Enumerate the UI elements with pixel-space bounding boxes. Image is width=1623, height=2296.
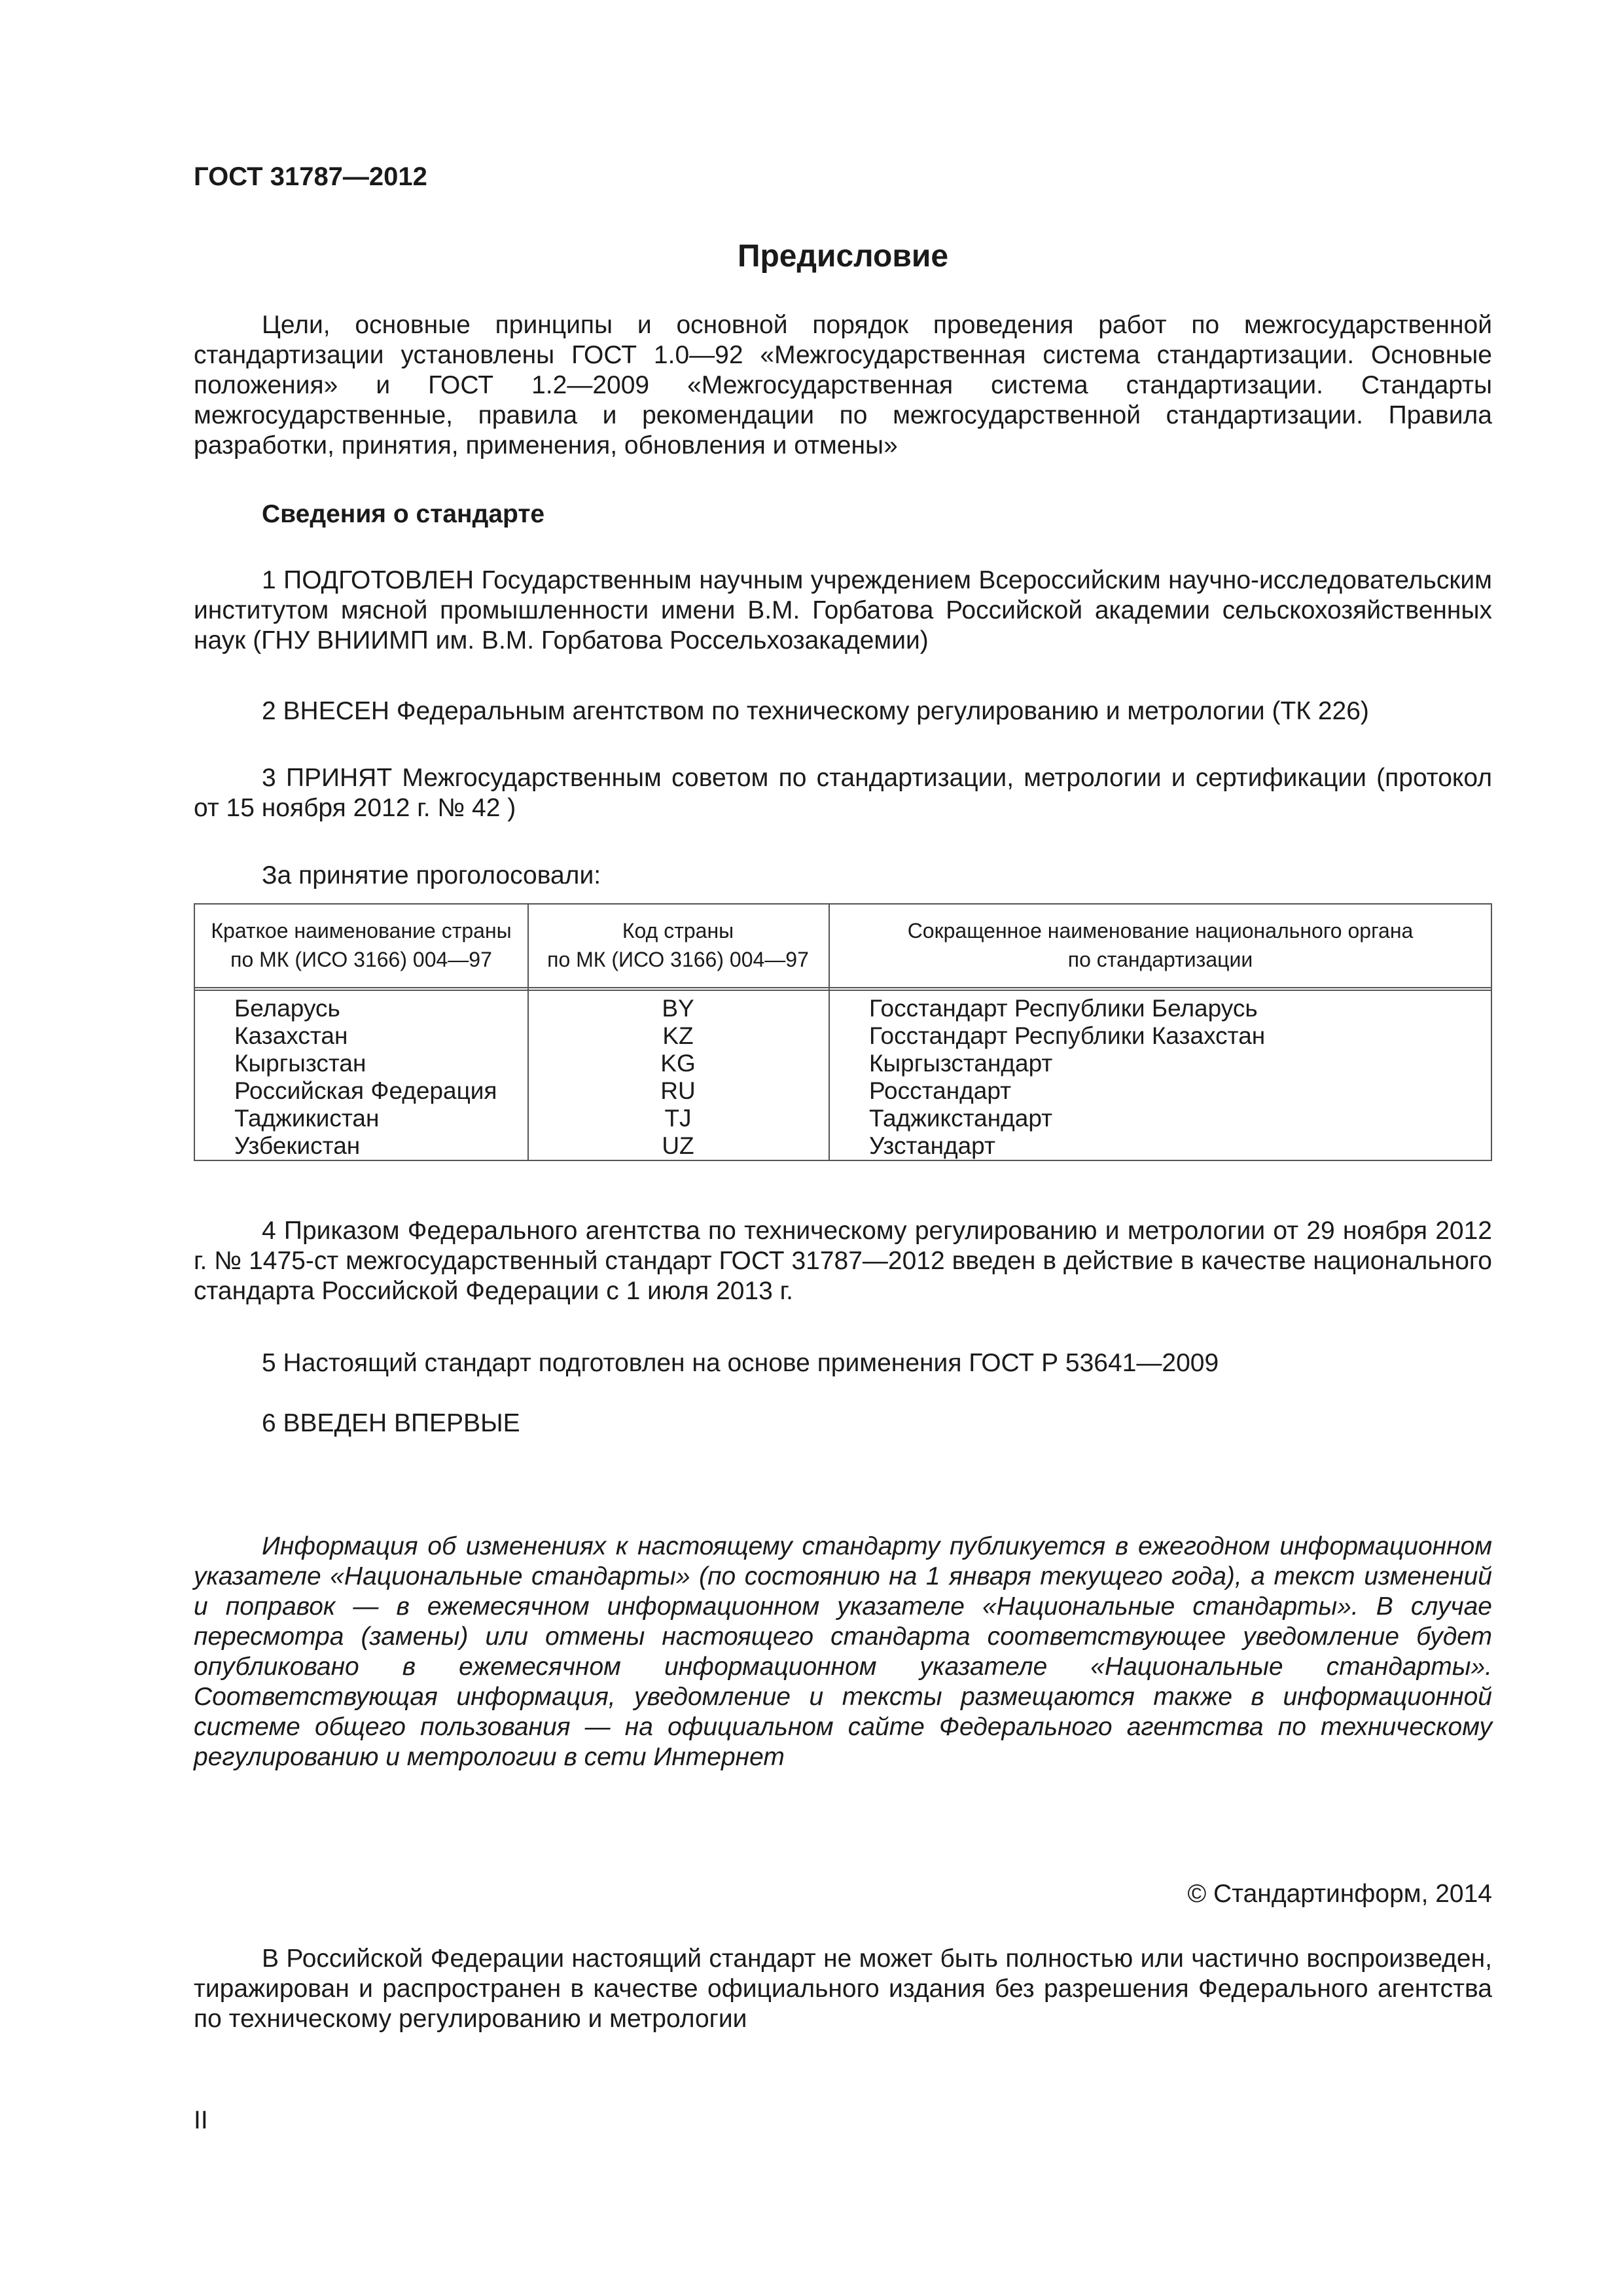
page-title: Предисловие — [737, 239, 949, 274]
table-cell-country: Российская Федерация — [234, 1077, 497, 1104]
table-cell-country: Казахстан — [234, 1022, 348, 1049]
document-page — [194, 0, 1492, 2296]
table-cell-code: TJ — [664, 1105, 692, 1132]
copyright-notice: © Стандартинформ, 2014 — [1187, 1880, 1492, 1908]
intro-paragraph: Цели, основные принципы и основной порядок проведения работ по межгосударственной стандартизации установлены ГОСТ 1.0—92 «Межгосударственная система стандартизации. Основные положения» и ГОСТ 1.2—2009 «Межгосударственная система стандартизации. Стандарты межгосударственные, правила и рекомендации по межгосударственной стандартизации. Правила разработки, принятия, применения, обновления и отмены» — [194, 311, 1492, 459]
item-4-paragraph: 4 Приказом Федерального агентства по техническому регулированию и метрологии от 29 ноября 2012 г. № 1475-ст межгосударственный стандарт ГОСТ 31787—2012 введен в действие в качестве национального стандарта Российской Федерации с 1 июля 2013 г. — [194, 1217, 1492, 1305]
section-subheading: Сведения о стандарте — [262, 500, 545, 528]
table-cell-body: Госстандарт Республики Беларусь — [869, 995, 1258, 1022]
table-cell-country: Таджикистан — [234, 1105, 380, 1132]
table-cell-code: KG — [660, 1050, 696, 1077]
table-header-code — [527, 916, 829, 974]
item-5-paragraph: 5 Настоящий стандарт подготовлен на основе применения ГОСТ Р 53641—2009 — [262, 1349, 1219, 1377]
header-line: Краткое наименование страны — [211, 919, 512, 942]
table-cell-body: Росстандарт — [869, 1077, 1012, 1104]
table-column-country — [234, 995, 497, 1160]
table-cell-country: Кыргызстан — [234, 1050, 366, 1077]
table-cell-code: RU — [660, 1077, 696, 1104]
table-cell-body: Кыргызстандарт — [869, 1050, 1053, 1077]
table-cell-body: Таджикстандарт — [869, 1105, 1053, 1132]
header-line: Код страны — [622, 919, 734, 942]
item-3-paragraph: 3 ПРИНЯТ Межгосударственным советом по стандартизации, метрологии и сертификации (протокол от 15 ноября 2012 г. № 42 ) — [194, 764, 1492, 822]
table-header-body — [829, 916, 1492, 974]
table-cell-country: Беларусь — [234, 995, 340, 1022]
rights-paragraph: В Российской Федерации настоящий стандарт не может быть полностью или частично воспроизведен, тиражирован и распространен в качестве официального издания без разрешения Федерального агентства по техническому регулированию и метрологии — [194, 1945, 1492, 2033]
item-2-paragraph: 2 ВНЕСЕН Федеральным агентством по техническому регулированию и метрологии (ТК 226) — [262, 697, 1369, 725]
table-cell-code: BY — [662, 995, 694, 1022]
table-cell-body: Госстандарт Республики Казахстан — [869, 1022, 1266, 1049]
table-cell-code: KZ — [662, 1022, 694, 1049]
table-cell-code: UZ — [662, 1132, 694, 1159]
header-line: по стандартизации — [1067, 948, 1253, 971]
header-line: по МК (ИСО 3166) 004—97 — [230, 948, 492, 971]
table-header-country — [195, 916, 527, 974]
table-cell-body: Узстандарт — [869, 1132, 995, 1159]
header-line: Сокращенное наименование национального органа — [907, 919, 1414, 942]
header-line: по МК (ИСО 3166) 004—97 — [547, 948, 809, 971]
document-code: ГОСТ 31787—2012 — [194, 162, 427, 191]
table-cell-country: Узбекистан — [234, 1132, 361, 1159]
table-header-separator — [195, 987, 1491, 991]
page-number: II — [194, 2106, 208, 2134]
item-1-paragraph: 1 ПОДГОТОВЛЕН Государственным научным учреждением Всероссийским научно-исследовательским институтом мясной промышленности имени В.М. Горбатова Российской академии сельскохозяйственных наук (ГНУ ВНИИМП им. В.М. Горбатова Россельхозакадемии) — [194, 566, 1492, 655]
voting-table — [194, 903, 1492, 1161]
changes-info-paragraph: Информация об изменениях к настоящему стандарту публикуется в ежегодном информационном указателе «Национальные стандарты» (по состоянию на 1 января текущего года), а текст изменений и поправок — в ежемесячном информационном указателе «Национальные стандарты». В случае пересмотра (замены) или отмены настоящего стандарта соответствующее уведомление будет опубликовано в ежемесячном информационном указателе «Национальные стандарты». Соответствующая информация, уведомление и тексты размещаются также в информационной системе общего пользования — на официальном сайте Федерального агентства по техническому регулированию и метрологии в сети Интернет — [194, 1532, 1492, 1771]
item-6-paragraph: 6 ВВЕДЕН ВПЕРВЫЕ — [262, 1409, 520, 1437]
table-column-body — [869, 995, 1265, 1160]
table-column-code — [527, 995, 829, 1160]
vote-label: За принятие проголосовали: — [262, 861, 601, 889]
